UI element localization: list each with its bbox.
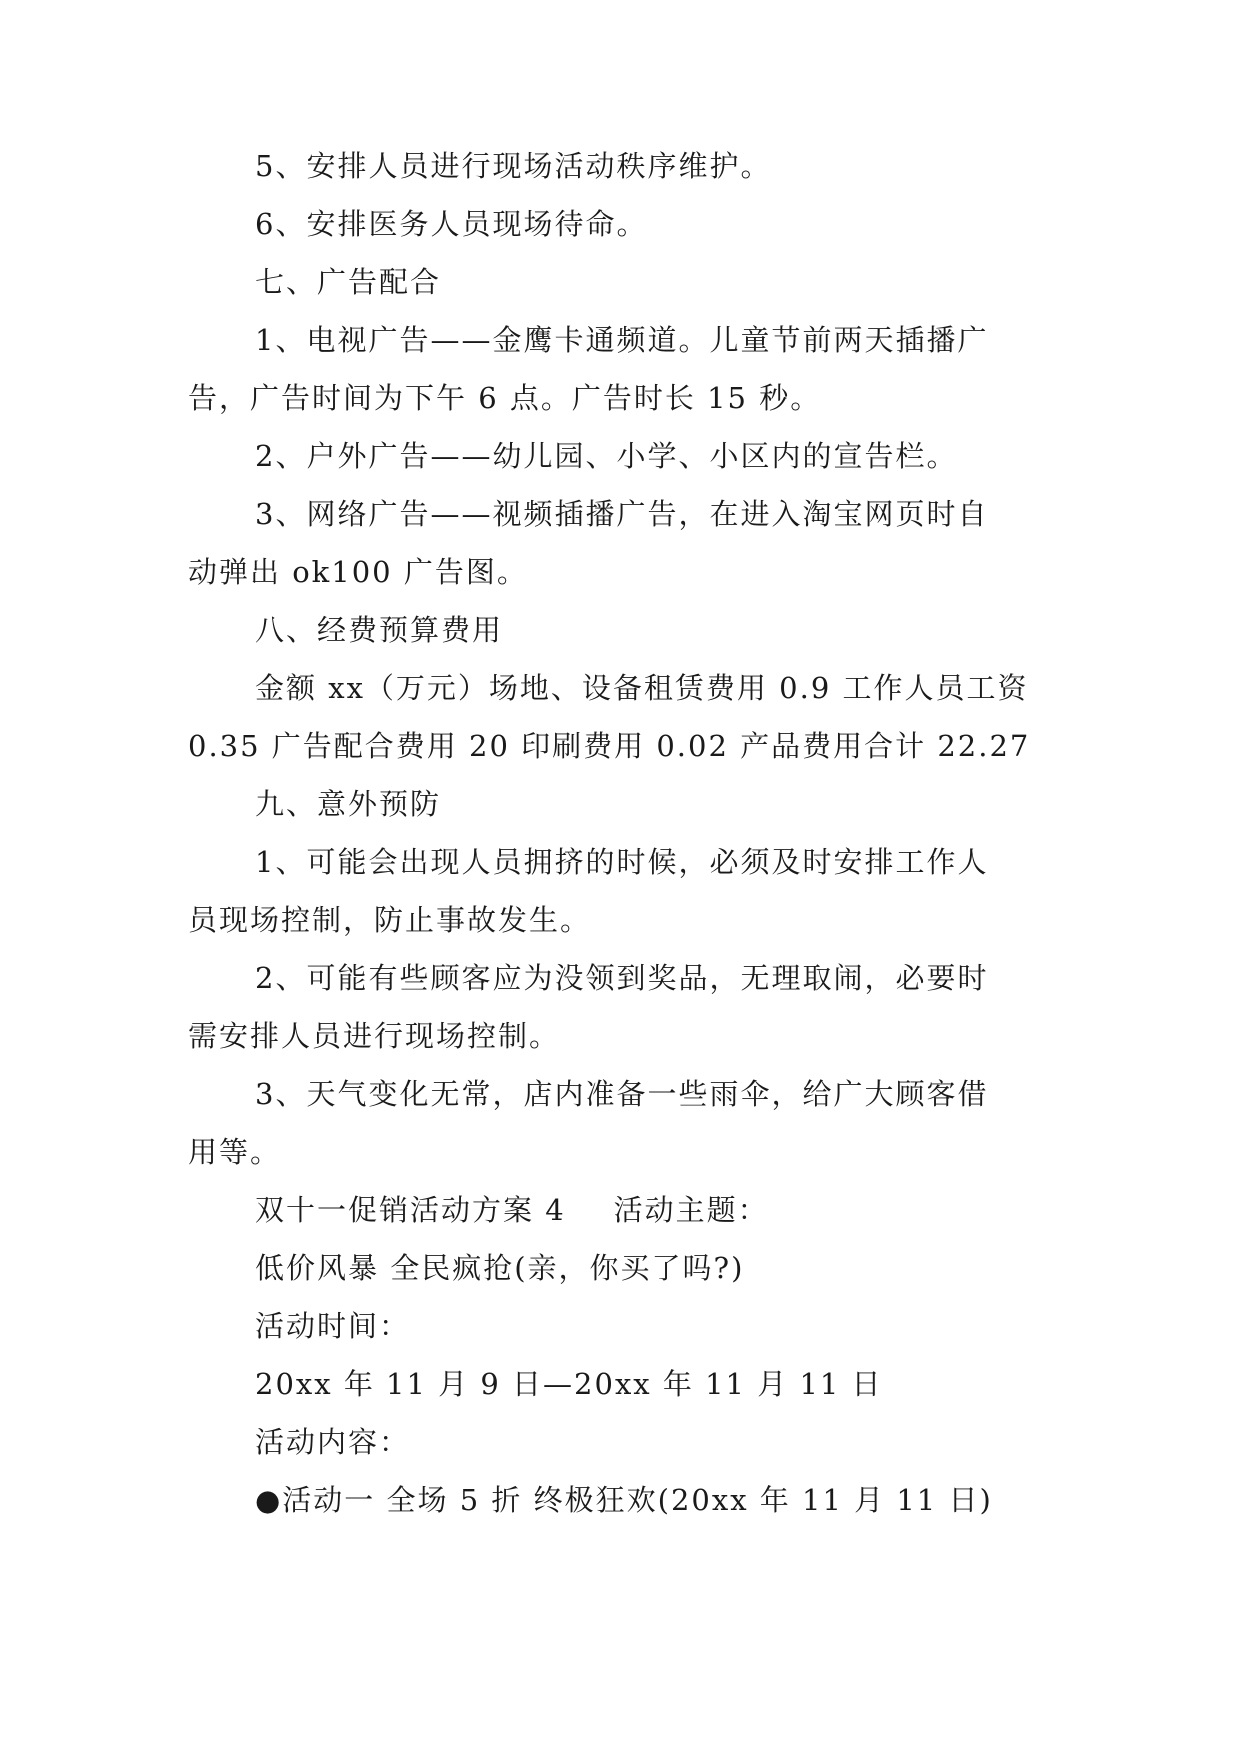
text-line: 1、电视广告——金鹰卡通频道。儿童节前两天插播广 [255, 323, 989, 357]
section-heading: 九、意外预防 [255, 787, 442, 821]
text-line: 活动时间： [255, 1309, 411, 1343]
text-line: 3、天气变化无常，店内准备一些雨伞，给广大顾客借 [255, 1077, 989, 1111]
text-line: ●活动一 全场 5 折 终极狂欢(20xx 年 11 月 11 日) [255, 1483, 993, 1517]
text-line: 活动内容： [255, 1425, 411, 1459]
text-line: 需安排人员进行现场控制。 [188, 1019, 561, 1053]
text-line: 低价风暴 全民疯抢(亲，你买了吗?) [255, 1251, 745, 1285]
text-line: 0.35 广告配合费用 20 印刷费用 0.02 产品费用合计 22.27 [188, 729, 1031, 763]
section-heading: 八、经费预算费用 [255, 613, 504, 647]
plan-title-line [255, 1190, 1135, 1230]
section-heading: 七、广告配合 [255, 265, 442, 299]
text-line: 金额 xx（万元）场地、设备租赁费用 0.9 工作人员工资 [255, 671, 1029, 705]
text-line: 20xx 年 11 月 9 日—20xx 年 11 月 11 日 [255, 1367, 883, 1401]
text-line: 5、安排人员进行现场活动秩序维护。 [255, 149, 772, 183]
text-line: 6、安排医务人员现场待命。 [255, 207, 648, 241]
text-line: 告，广告时间为下午 6 点。广告时长 15 秒。 [188, 381, 822, 415]
text-line: 2、户外广告——幼儿园、小学、小区内的宣告栏。 [255, 439, 958, 473]
text-line: 2、可能有些顾客应为没领到奖品，无理取闹，必要时 [255, 961, 989, 995]
plan-title: 双十一促销活动方案 4 [255, 1193, 566, 1227]
text-line: 1、可能会出现人员拥挤的时候，必须及时安排工作人 [255, 845, 989, 879]
activity-theme-label: 活动主题： [613, 1193, 769, 1227]
text-line: 员现场控制，防止事故发生。 [188, 903, 592, 937]
text-line: 动弹出 ok100 广告图。 [188, 555, 528, 589]
text-line: 3、网络广告——视频插播广告，在进入淘宝网页时自 [255, 497, 989, 531]
text-line: 用等。 [188, 1135, 282, 1169]
